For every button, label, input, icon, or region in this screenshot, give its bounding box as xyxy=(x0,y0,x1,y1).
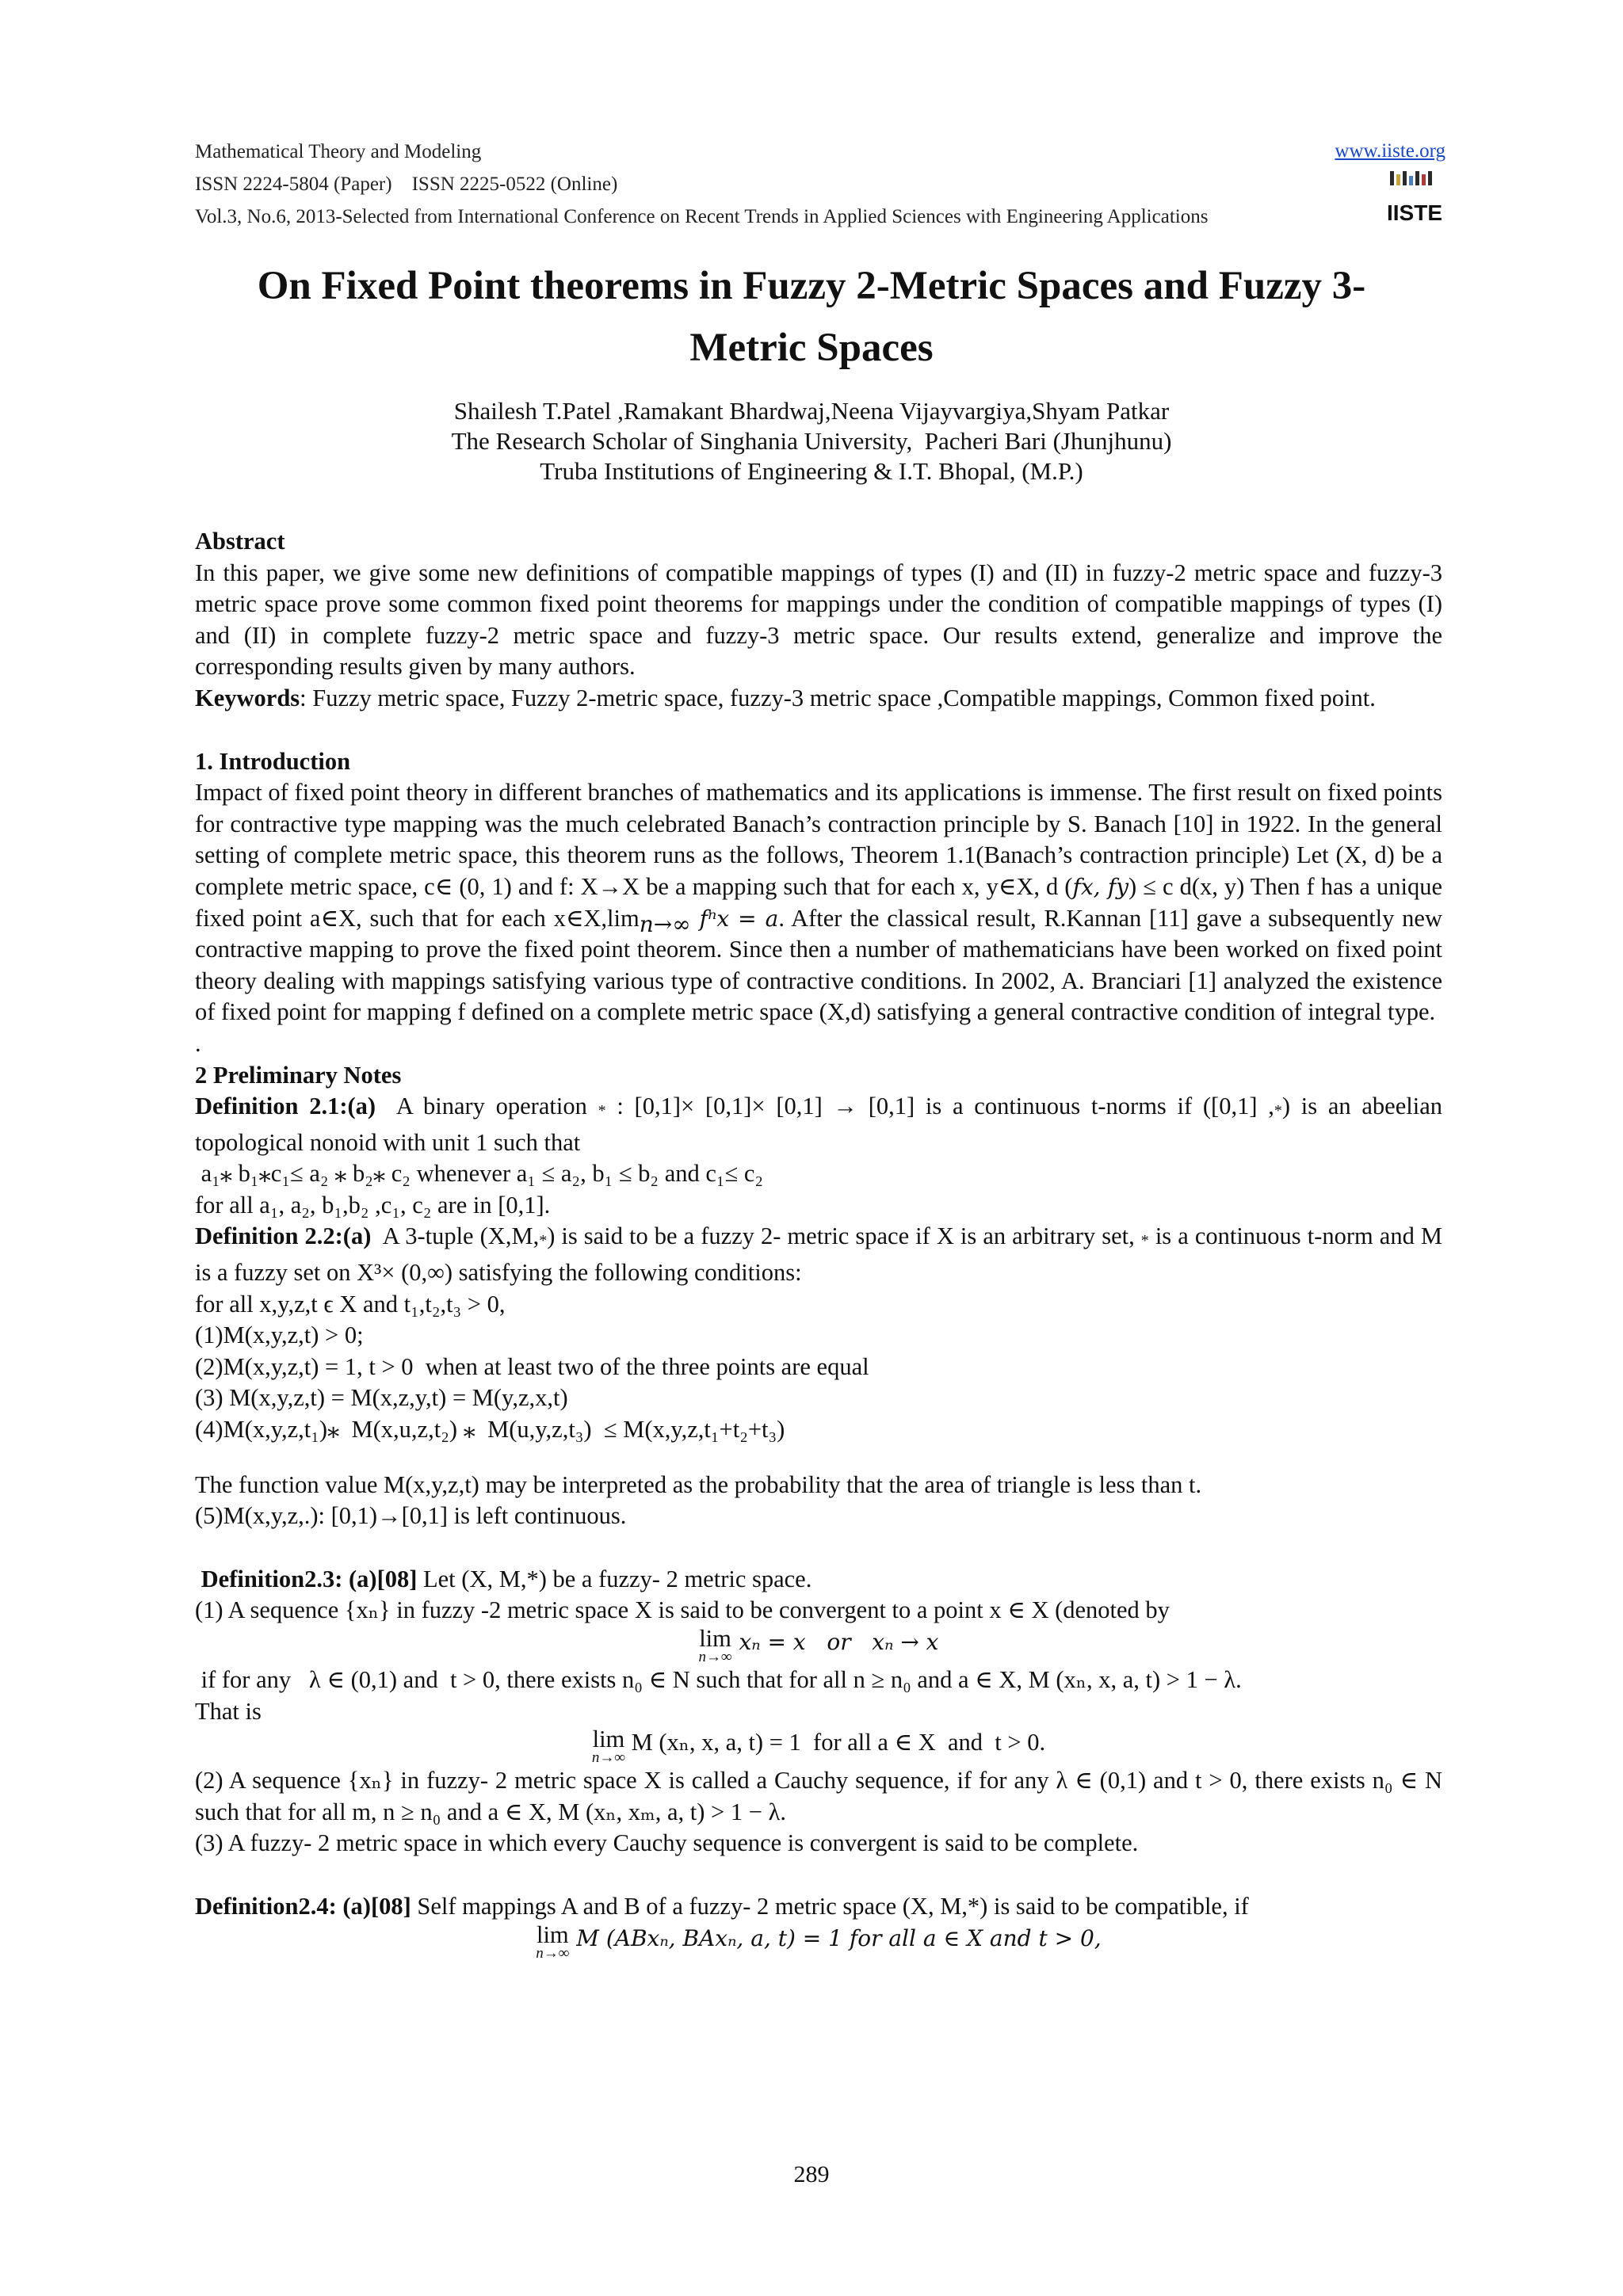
journal-url-link[interactable]: www.iiste.org xyxy=(1335,140,1445,162)
paper-title xyxy=(190,255,1433,379)
star-symbol: * xyxy=(598,1102,606,1120)
lim-subscript: n→∞ xyxy=(536,1944,570,1962)
title-line-1: On Fixed Point theorems in Fuzzy 2-Metric Spaces and Fuzzy 3- xyxy=(257,264,1366,308)
def22-condition-4: (4)M(x,y,z,t₁)⁎ M(x,u,z,t₂) ⁎ M(u,y,z,t₃) ≤ M(x,y,z,t₁+t₂+t₃) xyxy=(195,1416,785,1444)
journal-name: Mathematical Theory and Modeling xyxy=(195,141,482,162)
def22-condition-1: (1)M(x,y,z,t) > 0; xyxy=(195,1322,364,1349)
def23-text: Let (X, M,*) be a fuzzy- 2 metric space. xyxy=(417,1565,812,1592)
star-symbol: * xyxy=(1140,1232,1149,1250)
preliminary-heading: 2 Preliminary Notes xyxy=(195,1061,402,1089)
paper-body xyxy=(195,526,1442,1961)
lim-operator xyxy=(592,1727,625,1765)
spacer xyxy=(195,1532,1442,1564)
def21-text-b: : [0,1]× [0,1]× [0,1] → [0,1] is a continuous t-norms if ([0,1] , xyxy=(605,1093,1274,1120)
def22-text-a: A 3-tuple (X,M, xyxy=(371,1222,540,1250)
lim-expression: M (ABxₙ, BAxₙ, a, t) = 1 for all a ∈ X and t > 0, xyxy=(569,1924,1102,1951)
def22-text-c: is a continuous t-norm and M is a fuzzy set on X³× (0,∞) satisfying the following conditions: xyxy=(195,1222,1442,1287)
lim-subscript: n→∞ xyxy=(698,1649,732,1665)
star-symbol: * xyxy=(539,1232,548,1250)
def23-item-2: (2) A sequence {xₙ} in fuzzy- 2 metric space X is called a Cauchy sequence, if for any λ ∈ (0,1) and t > 0, there exists n₀ ∈ N such that for all m, n ≥ n₀ and a ∈ X, M (xₙ, xₘ, a, t) > 1 − λ. xyxy=(195,1767,1442,1825)
definition-2-4 xyxy=(195,1891,1442,1923)
def21-text-c: ) is an abeelian topological nonoid with unit 1 such that xyxy=(195,1093,1442,1156)
def21-label: Definition 2.1:(a) xyxy=(195,1093,376,1120)
intro-text-a: Impact of fixed point theory in different branches of mathematics and its applications is immense. The first result on fixed points for contractive type mapping was the much celebrated Banach’s contraction principle by S. Banach [10] in 1922. In the general setting of complete metric space, this theorem runs as the follows, Theorem 1.1(Banach’s contraction principle) Let (X, d) be a complete metric space, c∈ (0, 1) and f: X→X be a mapping such that for each x, y∈X, d ( xyxy=(195,779,1442,900)
def21-inequality: a₁⁎ b₁⁎c₁≤ a₂ ⁎ b₂⁎ c₂ whenever a₁ ≤ a₂, b₁ ≤ b₂ and c₁≤ c₂ xyxy=(195,1160,764,1188)
title-line-2: Metric Spaces xyxy=(689,326,934,370)
def22-text-b: ) is said to be a fuzzy 2- metric space if X is an arbitrary set, xyxy=(547,1222,1141,1250)
author-affiliation-2: Truba Institutions of Engineering & I.T. Bhopal, (M.P.) xyxy=(540,457,1083,485)
svg-text:IISTE: IISTE xyxy=(1387,200,1442,225)
def21-forall: for all a₁, a₂, b₁,b₂ ,c₁, c₂ are in [0,1]. xyxy=(195,1191,551,1219)
def23-that-is: That is xyxy=(195,1697,262,1725)
intro-text-b: ) ≤ c d(x, y) Then f has a unique fixed point a∈X, such that for each x∈X,lim xyxy=(195,872,1442,932)
def23-limit-1 xyxy=(195,1627,1442,1665)
keywords-paragraph xyxy=(195,683,1442,715)
introduction-text xyxy=(195,777,1442,1028)
lim-text: lim xyxy=(699,1625,731,1652)
def24-limit xyxy=(195,1920,1442,1962)
def21-text-a: A binary operation xyxy=(376,1093,598,1120)
definition-2-1 xyxy=(195,1091,1442,1158)
lim-text: lim xyxy=(536,1920,569,1948)
lim-operator xyxy=(536,1920,570,1962)
star-symbol: * xyxy=(1274,1102,1282,1120)
def24-text: Self mappings A and B of a fuzzy- 2 metric space (X, M,*) is said to be compatible, if xyxy=(411,1892,1249,1920)
spacer xyxy=(195,1859,1442,1891)
keywords-label: Keywords xyxy=(195,684,300,711)
def23-label: Definition2.3: (a)[08] xyxy=(200,1565,418,1592)
intro-math-fnx: fⁿx = a xyxy=(690,905,779,932)
def24-label: Definition2.4: (a)[08] xyxy=(195,1892,411,1920)
author-names: Shailesh T.Patel ,Ramakant Bhardwaj,Neena Vijayvargiya,Shyam Patkar xyxy=(453,397,1170,425)
lim-text: lim xyxy=(592,1726,625,1753)
intro-lim-subscript: n→∞ xyxy=(639,910,691,937)
def23-limit-2 xyxy=(195,1727,1442,1765)
introduction-heading: 1. Introduction xyxy=(195,747,351,775)
spacer xyxy=(195,715,1442,746)
intro-math-fx-fy: fx, fy xyxy=(1072,873,1129,900)
def23-item-3: (3) A fuzzy- 2 metric space in which every Cauchy sequence is convergent is said to be complete. xyxy=(195,1829,1139,1857)
def23-item-1-condition: if for any λ ∈ (0,1) and t > 0, there exists n₀ ∈ N such that for all n ≥ n₀ and a ∈ X, M (xₙ, x, a, t) > 1 − λ. xyxy=(195,1666,1242,1693)
volume-line: Vol.3, No.6, 2013-Selected from International Conference on Recent Trends in Applied Sciences with Engineering Applications xyxy=(195,206,1209,227)
definition-2-2 xyxy=(195,1221,1442,1288)
keywords-text: : Fuzzy metric space, Fuzzy 2-metric space, fuzzy-3 metric space ,Compatible mappings, Common fixed point. xyxy=(300,684,1376,711)
lim-expression: M (xₙ, x, a, t) = 1 for all a ∈ X and t > 0. xyxy=(624,1729,1046,1756)
def22-interpretation: The function value M(x,y,z,t) may be interpreted as the probability that the area of triangle is less than t. xyxy=(195,1470,1202,1498)
author-affiliation-1: The Research Scholar of Singhania University, Pacheri Bari (Jhunjhunu) xyxy=(451,427,1172,455)
lim-expression: xₙ = x or xₙ → x xyxy=(731,1629,939,1655)
definition-2-3 xyxy=(195,1564,1442,1596)
def22-forall: for all x,y,z,t ϵ X and t₁,t₂,t₃ > 0, xyxy=(195,1290,506,1318)
abstract-text: In this paper, we give some new definitions of compatible mappings of types (I) and (II) in fuzzy-2 metric space and fuzzy-3 metric space prove some common fixed point theorems for mappings under the condition of compatible mappings of types (I) and (II) in complete fuzzy-2 metric space and fuzzy-3 metric space. Our results extend, generalize and improve the corresponding results given by many authors. xyxy=(195,559,1442,681)
def22-condition-2: (2)M(x,y,z,t) = 1, t > 0 when at least two of the three points are equal xyxy=(195,1352,869,1380)
iiste-logo xyxy=(1387,168,1442,225)
def22-condition-5: (5)M(x,y,z,.): [0,1)→[0,1] is left continuous. xyxy=(195,1502,627,1530)
abstract-heading: Abstract xyxy=(195,528,285,555)
def22-condition-3: (3) M(x,y,z,t) = M(x,z,y,t) = M(y,z,x,t) xyxy=(195,1384,568,1412)
stray-dot: . xyxy=(195,1029,201,1057)
lim-subscript: n→∞ xyxy=(591,1749,625,1767)
spacer xyxy=(195,1446,1442,1470)
def23-item-1: (1) A sequence {xₙ} in fuzzy -2 metric space X is said to be convergent to a point x ∈ X (denoted by xyxy=(195,1596,1170,1624)
lim-operator xyxy=(699,1627,732,1665)
page-number: 289 xyxy=(793,2161,830,2187)
def22-label: Definition 2.2:(a) xyxy=(195,1222,372,1250)
issn-line: ISSN 2224-5804 (Paper) ISSN 2225-0522 (Online) xyxy=(195,174,618,195)
intro-text-c: . After the classical result, R.Kannan [11] gave a subsequently new contractive mapping to prove the fixed point theorem. Since then a number of mathematicians have been worked on fixed point theory dealing with mappings satisfying various type of contractive conditions. In 2002, A. Branciari [1] analyzed the existence of fixed point for mapping f defined on a complete metric space (X,d) satisfying a general contractive condition of integral type. xyxy=(195,904,1442,1026)
author-block xyxy=(190,396,1433,486)
